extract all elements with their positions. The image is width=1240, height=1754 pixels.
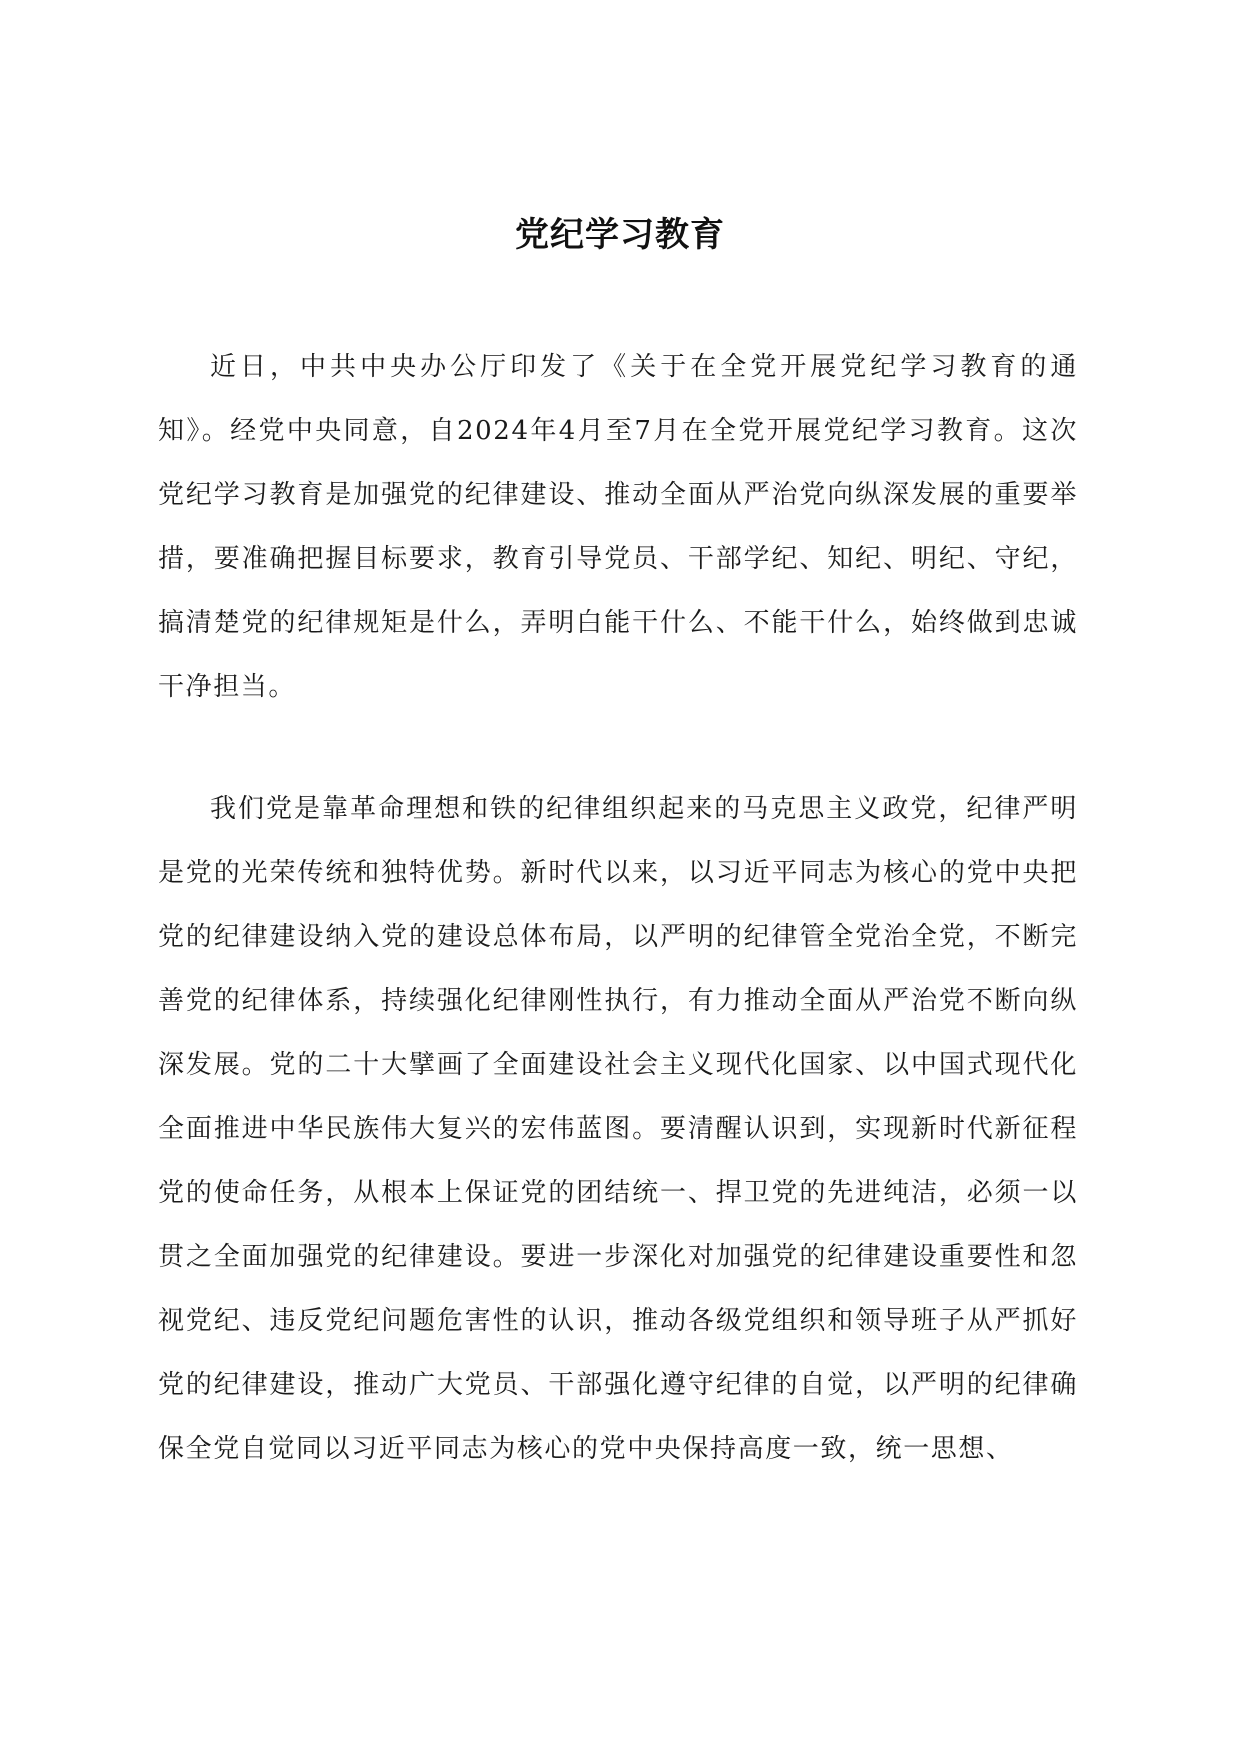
document-title: 党纪学习教育 bbox=[515, 214, 725, 255]
body-paragraph-2: 我们党是靠革命理想和铁的纪律组织起来的马克思主义政党，纪律严明是党的光荣传统和独特优势。新时代以来，以习近平同志为核心的党中央把党的纪律建设纳入党的建设总体布局，以严明的纪律管全党治全党，不断完善党的纪律体系，持续强化纪律刚性执行，有力推动全面从严治党不断向纵深发展。党的二十大擘画了全面建设社会主义现代化国家、以中国式现代化全面推进中华民族伟大复兴的宏伟蓝图。要清醒认识到，实现新时代新征程党的使命任务，从根本上保证党的团结统一、捍卫党的先进纯洁，必须一以贯之全面加强党的纪律建设。要进一步深化对加强党的纪律建设重要性和忽视党纪、违反党纪问题危害性的认识，推动各级党组织和领导班子从严抓好党的纪律建设，推动广大党员、干部强化遵守纪律的自觉，以严明的纪律确保全党自觉同以习近平同志为核心的党中央保持高度一致，统一思想、 bbox=[158, 794, 1078, 1464]
body-paragraph-1: 近日，中共中央办公厅印发了《关于在全党开展党纪学习教育的通知》。经党中央同意，自2024年4月至7月在全党开展党纪学习教育。这次党纪学习教育是加强党的纪律建设、推动全面从严治党向纵深发展的重要举措，要准确把握目标要求，教育引导党员、干部学纪、知纪、明纪、守纪，搞清楚党的纪律规矩是什么，弄明白能干什么、不能干什么，始终做到忠诚干净担当。 bbox=[158, 352, 1078, 702]
